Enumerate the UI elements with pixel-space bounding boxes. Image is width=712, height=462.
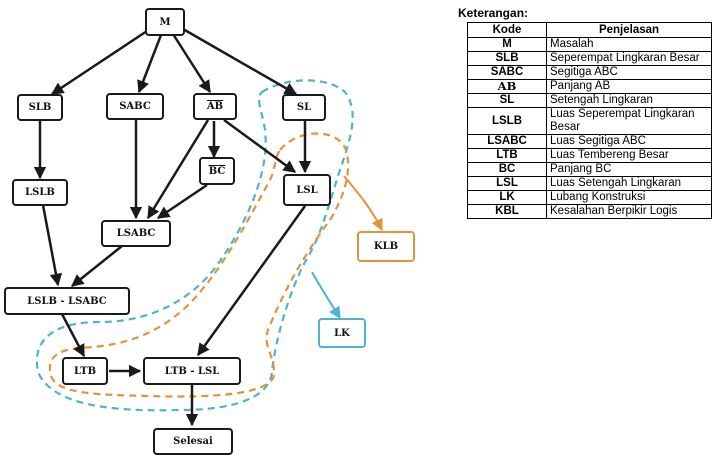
legend-desc — [547, 80, 712, 94]
legend-code: BC — [468, 163, 547, 177]
legend-code: SL — [468, 94, 547, 108]
legend-code: M — [468, 38, 547, 52]
legend-desc: Luas Setengah Lingkaran — [547, 177, 712, 191]
legend-row — [468, 191, 712, 205]
node-lslb: LSLB — [12, 179, 68, 206]
legend-table — [467, 22, 712, 219]
legend-code: SABC — [468, 66, 547, 80]
edge-lsl-ltb-lsl — [198, 206, 305, 355]
legend-desc-text: Panjang — [550, 163, 593, 175]
legend-desc-text: Panjang — [550, 80, 593, 92]
node-bc: BC — [199, 157, 235, 185]
legend-row — [468, 163, 712, 177]
legend-header-row — [468, 23, 712, 38]
legend-desc: Luas Tembereng Besar — [547, 149, 712, 163]
node-ab: AB — [193, 93, 237, 120]
node-lslb-lsabc: LSLB - LSABC — [4, 287, 130, 315]
edge-lslb-lslb-lsabc — [43, 205, 58, 285]
legend-code: LSL — [468, 177, 547, 191]
legend-title: Keterangan: — [458, 6, 529, 20]
legend-code: AB — [468, 80, 547, 94]
node-lsl: LSL — [283, 174, 331, 206]
node-selesai: Selesai — [153, 428, 233, 455]
node-lk: LK — [318, 318, 366, 348]
legend-row — [468, 205, 712, 219]
edge-lsabc-lslb-lsabc — [72, 246, 122, 286]
legend-row — [468, 66, 712, 80]
edge-orange-to-klb — [344, 176, 382, 230]
node-sl: SL — [282, 94, 326, 121]
node-slb: SLB — [17, 94, 63, 121]
legend-code: LSLB — [468, 108, 547, 135]
legend-desc: Setengah Lingkaran — [547, 94, 712, 108]
node-lsabc: LSABC — [101, 220, 171, 247]
legend-desc-symbol: BC — [595, 163, 612, 175]
legend-desc — [547, 163, 712, 177]
edge-blue-to-lk — [312, 272, 340, 318]
legend-code: KBL — [468, 205, 547, 219]
node-m: M — [145, 8, 185, 36]
node-ltb: LTB — [62, 357, 108, 385]
legend-row — [468, 52, 712, 66]
legend-desc: Masalah — [547, 38, 712, 52]
legend-code: LK — [468, 191, 547, 205]
legend-desc: Lubang Konstruksi — [547, 191, 712, 205]
legend-panel — [458, 6, 712, 219]
node-ltb-lsl: LTB - LSL — [143, 357, 241, 385]
legend-desc: Kesalahan Berpikir Logis — [547, 205, 712, 219]
legend-header-desc: Penjelasan — [547, 23, 712, 38]
legend-desc: Luas Seperempat Lingkaran Besar — [547, 108, 712, 135]
legend-row — [468, 94, 712, 108]
legend-code: SLB — [468, 52, 547, 66]
legend-code: LSABC — [468, 135, 547, 149]
legend-desc-symbol: AB — [594, 80, 611, 92]
legend-desc: Luas Segitiga ABC — [547, 135, 712, 149]
edge-m-slb — [52, 31, 147, 94]
legend-row — [468, 38, 712, 52]
legend-desc: Seperempat Lingkaran Besar — [547, 52, 712, 66]
legend-row — [468, 80, 712, 94]
legend-row — [468, 177, 712, 191]
node-klb: KLB — [357, 231, 415, 262]
edge-m-sl — [183, 29, 296, 94]
legend-row — [468, 108, 712, 135]
legend-code: LTB — [468, 149, 547, 163]
node-sabc: SABC — [106, 93, 164, 120]
edge-m-sabc — [139, 35, 161, 92]
legend-row — [468, 135, 712, 149]
legend-row — [468, 149, 712, 163]
legend-desc: Segitiga ABC — [547, 66, 712, 80]
legend-header-code: Kode — [468, 23, 547, 38]
